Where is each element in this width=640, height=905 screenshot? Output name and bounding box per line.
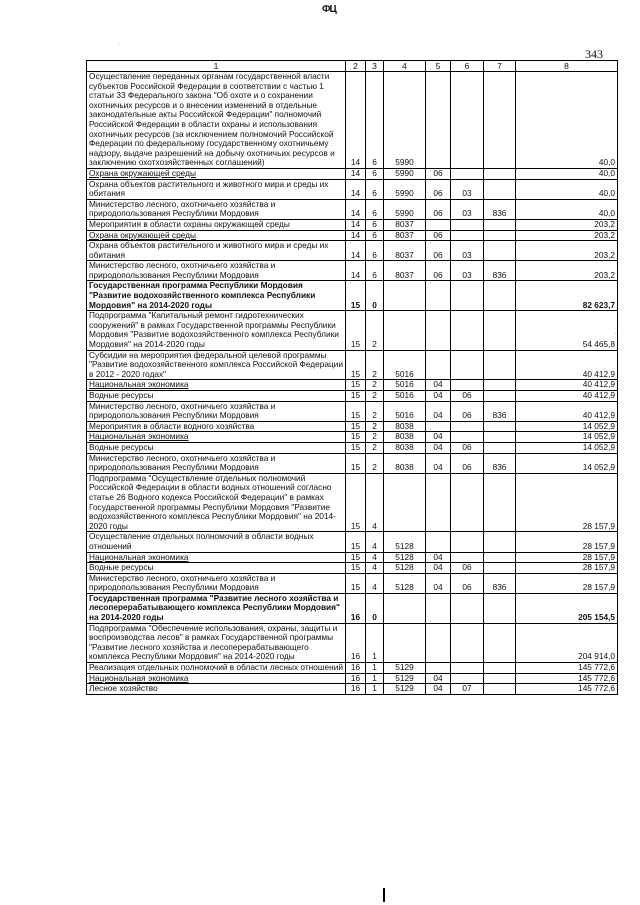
table-row [87,684,618,695]
row-code: 04 [426,453,451,473]
row-code: 8037 [384,261,426,281]
row-code: 2 [366,380,384,391]
row-amount: 145 772,6 [516,673,618,684]
row-amount: 145 772,6 [516,663,618,674]
row-code [484,241,516,261]
row-code: 6 [366,72,384,169]
row-code: 14 [346,72,366,169]
row-code [384,623,426,662]
column-header: 2 [346,61,366,72]
row-code: 15 [346,563,366,574]
row-amount: 203,2 [516,241,618,261]
table-row [87,230,618,241]
table-row [87,219,618,230]
row-code: 14 [346,219,366,230]
row-code [484,219,516,230]
row-name: Государственная программа "Развитие лесного хозяйства и лесоперерабатывающего комплекса Республики Мордовия" на 2014-2020 годы [87,593,346,623]
row-code [451,168,484,179]
row-code [484,230,516,241]
row-code: 15 [346,552,366,563]
row-code: 06 [451,391,484,402]
row-code [484,311,516,350]
row-code [451,380,484,391]
row-code: 14 [346,179,366,199]
row-code: 14 [346,168,366,179]
row-code [484,473,516,532]
row-name: Водные ресурсы [87,563,346,574]
table-header-row [87,61,618,72]
row-name: Министерство лесного, охотничьего хозяйства и природопользования Республики Мордовия [87,573,346,593]
row-name: Охрана объектов растительного и животного мира и среды их обитания [87,179,346,199]
row-name: Государственная программа Республики Мордовия "Развитие водохозяйственного комплекса Республики Мордовия" на 2014-2020 годы [87,281,346,311]
row-name: Охрана окружающей среды [87,168,346,179]
row-code: 8038 [384,453,426,473]
row-amount: 40 412,9 [516,391,618,402]
row-amount: 40,0 [516,168,618,179]
row-code: 836 [484,453,516,473]
row-code [426,593,451,623]
row-code [426,350,451,380]
row-code: 15 [346,573,366,593]
column-header: 8 [516,61,618,72]
row-code: 0 [366,281,384,311]
table-row [87,673,618,684]
row-code: 5990 [384,72,426,169]
row-amount: 14 052,9 [516,432,618,443]
row-name: Реализация отдельных полномочий в области лесных отношений [87,663,346,674]
row-name: Подпрограмма "Обеспечение использования, охраны, защиты и воспроизводства лесов" в рамках Государственной программы "Развитие лесного хозяйства и лесоперерабатывающего комплекса Республики Мордовия" на 2014-2020 годы [87,623,346,662]
row-code [451,593,484,623]
row-code: 4 [366,532,384,552]
row-code: 5990 [384,199,426,219]
table-row [87,532,618,552]
row-code [484,623,516,662]
table-row [87,563,618,574]
row-amount: 14 052,9 [516,421,618,432]
row-code: 5128 [384,563,426,574]
table-row [87,473,618,532]
row-code: 04 [426,380,451,391]
row-code [484,663,516,674]
column-header: 5 [426,61,451,72]
row-code [451,219,484,230]
row-code: 2 [366,311,384,350]
row-code [451,623,484,662]
row-code [426,473,451,532]
page-number: 343 [585,47,603,61]
row-amount: 82 623,7 [516,281,618,311]
row-amount: 28 157,9 [516,552,618,563]
row-code: 8038 [384,432,426,443]
row-code: 1 [366,684,384,695]
table-row [87,453,618,473]
row-code: 6 [366,230,384,241]
row-code: 16 [346,623,366,662]
row-code [384,311,426,350]
row-code [451,421,484,432]
row-code: 16 [346,684,366,695]
row-code [484,442,516,453]
row-code: 15 [346,453,366,473]
row-code: 06 [426,168,451,179]
row-code: 14 [346,199,366,219]
table-row [87,350,618,380]
row-code [484,380,516,391]
row-code: 06 [426,241,451,261]
row-code: 6 [366,179,384,199]
row-code [484,72,516,169]
row-code: 06 [451,442,484,453]
row-code: 03 [451,261,484,281]
row-code: 6 [366,241,384,261]
row-code: 5016 [384,380,426,391]
row-code: 5128 [384,532,426,552]
row-amount: 28 157,9 [516,473,618,532]
column-header: 1 [87,61,346,72]
table-row [87,199,618,219]
row-amount: 203,2 [516,230,618,241]
row-code: 8037 [384,230,426,241]
row-code: 04 [426,673,451,684]
row-code: 836 [484,573,516,593]
table-row [87,72,618,169]
row-name: Лесное хозяйство [87,684,346,695]
page-top-mark: ФЦ [322,4,336,15]
row-code: 16 [346,663,366,674]
row-code: 06 [426,230,451,241]
row-code: 5016 [384,391,426,402]
row-name: Водные ресурсы [87,442,346,453]
column-header: 6 [451,61,484,72]
row-code: 1 [366,663,384,674]
row-code [484,421,516,432]
row-code: 836 [484,199,516,219]
row-code: 15 [346,391,366,402]
row-amount: 204 914,0 [516,623,618,662]
row-code: 6 [366,168,384,179]
row-code [384,281,426,311]
row-code [451,350,484,380]
row-code [451,432,484,443]
table-row [87,663,618,674]
table-row [87,573,618,593]
table-row [87,168,618,179]
row-code: 0 [366,593,384,623]
row-code: 14 [346,230,366,241]
row-code: 15 [346,432,366,443]
row-code: 15 [346,350,366,380]
row-code: 5016 [384,350,426,380]
row-amount: 203,2 [516,261,618,281]
row-code: 15 [346,380,366,391]
row-amount: 40 412,9 [516,380,618,391]
row-code: 836 [484,401,516,421]
row-code [484,593,516,623]
row-amount: 28 157,9 [516,563,618,574]
row-amount: 14 052,9 [516,442,618,453]
table-body [87,72,618,695]
row-amount: 205 154,5 [516,593,618,623]
row-code: 06 [426,179,451,199]
row-code: 15 [346,442,366,453]
row-amount: 40 412,9 [516,401,618,421]
row-code: 8038 [384,421,426,432]
row-code: 5129 [384,673,426,684]
row-amount: 40 412,9 [516,350,618,380]
table-row [87,281,618,311]
row-code: 2 [366,391,384,402]
column-header: 7 [484,61,516,72]
scan-speck: . [615,330,617,336]
row-name: Министерство лесного, охотничьего хозяйства и природопользования Республики Мордовия [87,453,346,473]
row-name: Национальная экономика [87,673,346,684]
row-code: 14 [346,261,366,281]
row-code [426,281,451,311]
row-amount: 54 465,8 [516,311,618,350]
row-code: 2 [366,432,384,443]
row-code: 04 [426,442,451,453]
page-edge-mark [383,888,385,902]
row-code: 15 [346,532,366,552]
row-code: 03 [451,241,484,261]
column-header: 4 [384,61,426,72]
row-code [484,673,516,684]
row-code [484,350,516,380]
row-code [484,281,516,311]
row-code: 2 [366,442,384,453]
row-code: 6 [366,219,384,230]
row-code [426,623,451,662]
row-name: Подпрограмма "Осуществление отдельных полномочий Российской Федерации в области водных отношений согласно статье 26 Водного кодекса Российской Федерации" в рамках Государственной программы Республики Мордовия "Развитие водохозяйственного комплекса Республики Мордовия" на 2014-2020 годы [87,473,346,532]
table-row [87,241,618,261]
row-code [451,663,484,674]
row-amount: 40,0 [516,72,618,169]
row-code: 04 [426,573,451,593]
row-name: Мероприятия в области охраны окружающей среды [87,219,346,230]
row-code: 04 [426,391,451,402]
row-code [451,281,484,311]
row-code: 06 [451,453,484,473]
row-name: Субсидии на мероприятия федеральной целевой программы "Развитие водохозяйственного комплекса Российской Федерации в 2012 - 2020 годах" [87,350,346,380]
row-name: Национальная экономика [87,380,346,391]
row-code [426,311,451,350]
row-code: 2 [366,401,384,421]
row-code: 03 [451,179,484,199]
row-code: 07 [451,684,484,695]
row-code: 15 [346,421,366,432]
row-code [426,421,451,432]
row-code [484,179,516,199]
table-row [87,421,618,432]
row-code: 14 [346,241,366,261]
row-amount: 145 772,6 [516,684,618,695]
row-code [484,563,516,574]
row-amount: 40,0 [516,179,618,199]
column-header: 3 [366,61,384,72]
table-row [87,311,618,350]
row-amount: 28 157,9 [516,532,618,552]
row-code: 5129 [384,663,426,674]
row-code: 8037 [384,219,426,230]
row-name: Охрана объектов растительного и животного мира и среды их обитания [87,241,346,261]
row-code [451,552,484,563]
row-name: Охрана окружающей среды [87,230,346,241]
row-code [451,311,484,350]
row-code [384,473,426,532]
row-code [451,673,484,684]
row-code: 8037 [384,241,426,261]
row-code: 4 [366,573,384,593]
row-code: 4 [366,552,384,563]
row-name: Мероприятия в области водного хозяйства [87,421,346,432]
row-name: Национальная экономика [87,432,346,443]
row-code [426,663,451,674]
row-code: 04 [426,401,451,421]
row-code: 4 [366,473,384,532]
row-code [451,532,484,552]
row-code: 06 [451,563,484,574]
row-amount: 14 052,9 [516,453,618,473]
row-code [451,230,484,241]
row-code: 15 [346,473,366,532]
row-code: 4 [366,563,384,574]
row-name: Министерство лесного, охотничьего хозяйства и природопользования Республики Мордовия [87,401,346,421]
table-row [87,179,618,199]
row-code [484,532,516,552]
row-amount: 28 157,9 [516,573,618,593]
row-code: 5990 [384,168,426,179]
row-code: 6 [366,261,384,281]
row-code: 5016 [384,401,426,421]
row-code: 5990 [384,179,426,199]
row-code: 5128 [384,552,426,563]
row-code: 15 [346,311,366,350]
row-code [451,72,484,169]
row-code: 5128 [384,573,426,593]
row-code: 6 [366,199,384,219]
row-name: Министерство лесного, охотничьего хозяйства и природопользования Республики Мордовия [87,199,346,219]
table-row [87,442,618,453]
row-code: 5129 [384,684,426,695]
table-row [87,623,618,662]
table-row [87,593,618,623]
row-code: 2 [366,350,384,380]
row-code: 16 [346,593,366,623]
row-name: Подпрограмма "Капитальный ремонт гидротехнических сооружений" в рамках Государственной программы Республики Мордовия "Развитие водохозяйственного комплекса Республики Мордовия" на 2014-2020 годы [87,311,346,350]
row-code: 06 [451,401,484,421]
row-name: Национальная экономика [87,552,346,563]
row-code [426,72,451,169]
row-code: 06 [426,199,451,219]
row-code [426,532,451,552]
row-code: 04 [426,432,451,443]
row-code: 836 [484,261,516,281]
table-row [87,432,618,443]
row-code: 16 [346,673,366,684]
table-row [87,380,618,391]
table-row [87,391,618,402]
row-amount: 40,0 [516,199,618,219]
row-name: Осуществление переданных органам государственной власти субъектов Российской Федерации в соответствии с частью 1 статьи 33 Федерального закона "Об охоте и о сохранении охотничьих ресурсов и о внесении изменений в отдельные законодательные акты Российской Федерации" полномочий Российской Федерации в области охраны и использования охотничьих ресурсов (за исключением полномочий Российской Федерации по федеральному государственному охотничьему надзору, выдаче разрешений на добычу охотничьих ресурсов и заключению охотхозяйственных соглашений) [87,72,346,169]
row-code: 03 [451,199,484,219]
row-name: Осуществление отдельных полномочий в области водных отношений [87,532,346,552]
row-amount: 203,2 [516,219,618,230]
row-code: 04 [426,563,451,574]
budget-table [86,60,618,695]
row-code [484,552,516,563]
row-code [384,593,426,623]
row-code: 1 [366,673,384,684]
row-code [484,168,516,179]
row-code: 04 [426,552,451,563]
row-code [484,432,516,443]
row-code: 15 [346,401,366,421]
table-row [87,401,618,421]
row-code: 2 [366,421,384,432]
row-name: Министерство лесного, охотничьего хозяйства и природопользования Республики Мордовия [87,261,346,281]
scan-speck: . [118,40,120,46]
row-code [426,219,451,230]
row-code: 06 [451,573,484,593]
row-code [484,684,516,695]
row-code: 04 [426,684,451,695]
row-code: 06 [426,261,451,281]
row-code: 2 [366,453,384,473]
row-code [451,473,484,532]
row-code [484,391,516,402]
row-code: 1 [366,623,384,662]
row-code: 8038 [384,442,426,453]
row-code: 15 [346,281,366,311]
table-row [87,261,618,281]
row-name: Водные ресурсы [87,391,346,402]
table-row [87,552,618,563]
